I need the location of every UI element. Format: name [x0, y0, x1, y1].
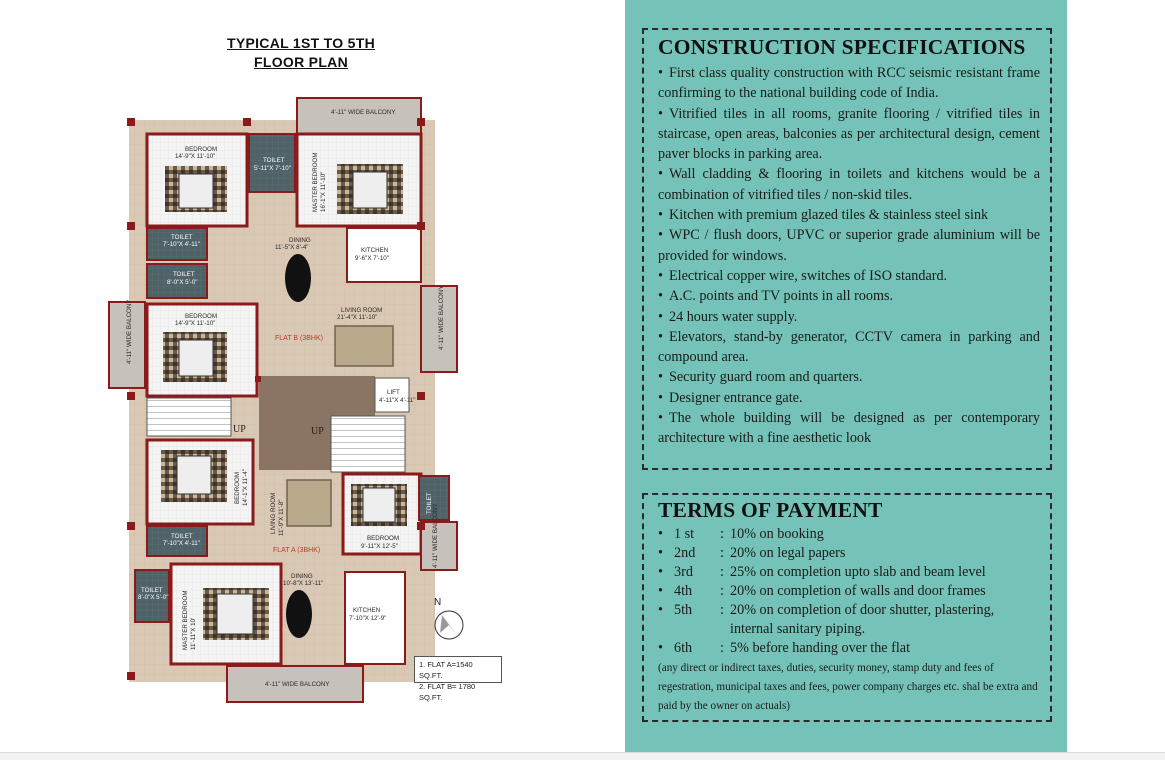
bed [179, 174, 213, 208]
spec-item: • Vitrified tiles in all rooms, granite flooring / vitrified tiles in staircase, open areas, balconies as per architectural design, cement paver blocks in parking area. [658, 104, 1040, 165]
bed-a2 [363, 488, 395, 522]
specifications-list [658, 63, 1040, 449]
spec-item: • The whole building will be designed as per contemporary architecture with a fine aesthetic look [658, 408, 1040, 449]
payment-item: • 5th : 20% on completion of door shutter, plastering, [658, 601, 1040, 620]
spec-item: • Security guard room and quarters. [658, 367, 1040, 387]
payment-text: 10% on booking [730, 526, 824, 542]
bedroom-a1-dim: 14'-1"X 11'-4" [242, 469, 249, 506]
payment-text: 20% on legal papers [730, 545, 846, 561]
page-margin [1067, 0, 1165, 752]
payment-order [672, 620, 720, 639]
bedroom-a2-dim: 9'-11"X 12'-5" [361, 543, 398, 550]
spec-item: • Electrical copper wire, switches of ISO standard. [658, 266, 1040, 286]
payment-item: • 2nd : 20% on legal papers [658, 544, 1040, 563]
dining-a-dim: 10'-8"X 13'-11" [283, 580, 324, 587]
payment-item: • 6th : 5% before handing over the flat [658, 639, 1040, 658]
payment-text: internal sanitary piping. [730, 621, 866, 637]
payment-order: 3rd [674, 564, 693, 580]
payment-text: 20% on completion of walls and door frames [730, 583, 986, 599]
master-bedroom-bottom-label: MASTER BEDROOM [182, 590, 189, 650]
flat-a-label: FLAT A (3BHK) [273, 547, 321, 554]
up-right-label: UP [311, 426, 324, 437]
payment-item-continued [658, 620, 1040, 639]
balcony-top [297, 98, 421, 134]
dining-b-label: DINING [289, 237, 311, 244]
specifications-heading: CONSTRUCTION SPECIFICATIONS [658, 35, 1026, 59]
master-bedroom-bottom-dim: 11'-11"X 10' [190, 617, 197, 650]
toilet-a-dim: 7'-10"X 4'-11" [163, 241, 200, 248]
balcony-bottom-label: 4'-11" WIDE BALCONY [265, 681, 330, 688]
floor-plan-title-line1: TYPICAL 1ST TO 5TH [226, 35, 376, 51]
dining-table-b [285, 254, 311, 302]
flat-area-line2: 2. FLAT B= 1780 SQ.FT. [419, 682, 476, 702]
dining-table-a [286, 590, 312, 638]
north-arrow-icon [428, 595, 470, 645]
bedroom-a2-label: BEDROOM [367, 535, 399, 542]
payment-item: • 1 st : 10% on booking [658, 525, 1040, 544]
payment-order: 5th [674, 602, 693, 618]
kitchen-a-dim: 7'-10"X 12'-9" [349, 615, 387, 622]
living-a-label: LIVING ROOM [270, 492, 277, 534]
kitchen-b-dim: 9'-6"X 7'-10" [355, 255, 389, 262]
spec-item: • First class quality construction with RCC seismic resistant frame confirming to the national building code of India. [658, 63, 1040, 104]
spec-item: • Designer entrance gate. [658, 388, 1040, 408]
balcony-right-label: 4'-11" WIDE BALCONY [438, 285, 445, 350]
balcony-left-label: 4'-11" WIDE BALCONY [126, 299, 133, 364]
payment-item: • 3rd : 25% on completion upto slab and beam level [658, 563, 1040, 582]
master-bedroom-top-dim: 16'-1"X 11'-10" [320, 171, 327, 212]
sofa-set-a [287, 480, 331, 526]
spec-item: • A.C. points and TV points in all rooms. [658, 286, 1040, 306]
spec-item: • Elevators, stand-by generator, CCTV camera in parking and compound area. [658, 327, 1040, 368]
payment-box [642, 493, 1052, 722]
bedroom-mid-dim: 14'-9"X 11'-10" [175, 320, 216, 327]
toilet-a-label: TOILET [171, 234, 193, 241]
payment-item: • 4th : 20% on completion of walls and door frames [658, 582, 1040, 601]
master-bed-bottom [217, 594, 253, 634]
kitchen-b-label: KITCHEN [361, 247, 389, 254]
flat-area-note [414, 656, 502, 702]
bedroom-top-dim: 14'-9"X 11'-10" [175, 153, 216, 160]
up-left-label: UP [233, 424, 246, 435]
toilet-b-dim: 8'-0"X 5'-0" [167, 279, 198, 286]
payment-note: (any direct or indirect taxes, duties, security money, stamp duty and fees of regestration, municipal taxes and fees, power company charges etc. shal be extra and paid by the owner on actuals) [658, 662, 1038, 712]
spec-item: • Wall cladding & flooring in toilets and kitchens would be a combination of vitrified tiles / non-skid tiles. [658, 164, 1040, 205]
kitchen-a-label: KITCHEN [353, 607, 381, 614]
dining-b-dim: 11'-5"X 8'-4" [275, 244, 309, 251]
master-bed [353, 172, 387, 208]
toilet-e-dim: 8'-0"X 5'-0" [138, 594, 169, 601]
bed-a1 [177, 456, 211, 494]
sofa-set-b [335, 326, 393, 366]
payment-order: 2nd [674, 545, 696, 561]
master-bedroom-top-label: MASTER BEDROOM [312, 152, 319, 212]
lift-dim: 4'-11"X 4'-11" [379, 397, 416, 404]
payment-order: 1 st [674, 526, 695, 542]
spec-item: • WPC / flush doors, UPVC or superior grade aluminium will be provided for windows. [658, 225, 1040, 266]
page-bottom-edge [0, 752, 1165, 760]
living-b-dim: 21'-4"X 11'-10" [337, 314, 378, 321]
payment-text: 5% before handing over the flat [730, 640, 911, 656]
dining-a-label: DINING [291, 573, 313, 580]
bedroom-mid-label: BEDROOM [185, 313, 217, 320]
payment-order: 6th [674, 640, 693, 656]
balcony-right2-label: 4'-11" WIDE BALCONY [432, 503, 439, 568]
payment-list [658, 525, 1040, 658]
lift-label: LIFT [387, 389, 400, 396]
specifications-box [642, 28, 1052, 470]
floor-plan-title-line2: FLOOR PLAN [254, 54, 348, 70]
payment-order: 4th [674, 583, 693, 599]
toilet-c-dim: 7'-10"X 4'-11" [163, 540, 200, 547]
toilet-top-dim: 5'-11"X 7'-10" [254, 165, 291, 172]
payment-text: 20% on completion of door shutter, plastering, [730, 602, 995, 618]
stairs-right [331, 416, 405, 472]
spec-item: • Kitchen with premium glazed tiles & stainless steel sink [658, 205, 1040, 225]
compass-letter: N [434, 597, 442, 608]
toilet-d-label: TOILET [426, 492, 433, 514]
bedroom-top-label: BEDROOM [185, 146, 217, 153]
living-a-dim: 11'-9"X 11'-8" [278, 499, 285, 536]
payment-heading: TERMS OF PAYMENT [658, 498, 883, 522]
spec-item: • 24 hours water supply. [658, 307, 1040, 327]
floor-plan-title [190, 34, 412, 72]
toilet-c-label: TOILET [171, 533, 193, 540]
toilet-b-label: TOILET [173, 271, 195, 278]
balcony-right2 [421, 522, 457, 570]
flat-b-label: FLAT B (3BHK) [275, 335, 323, 342]
payment-text: 25% on completion upto slab and beam level [730, 564, 986, 580]
balcony-top-label: 4'-11" WIDE BALCONY [331, 109, 396, 116]
bed-mid [179, 340, 213, 376]
flat-area-line1: 1. FLAT A=1540 SQ.FT. [419, 660, 473, 680]
toilet-e-label: TOILET [141, 587, 163, 594]
toilet-top-label: TOILET [263, 157, 285, 164]
stairs-left [147, 398, 231, 436]
living-b-label: LIVING ROOM [341, 307, 383, 314]
bedroom-a1-label: BEDROOM [234, 472, 241, 504]
floor-plan-drawing [105, 94, 465, 710]
